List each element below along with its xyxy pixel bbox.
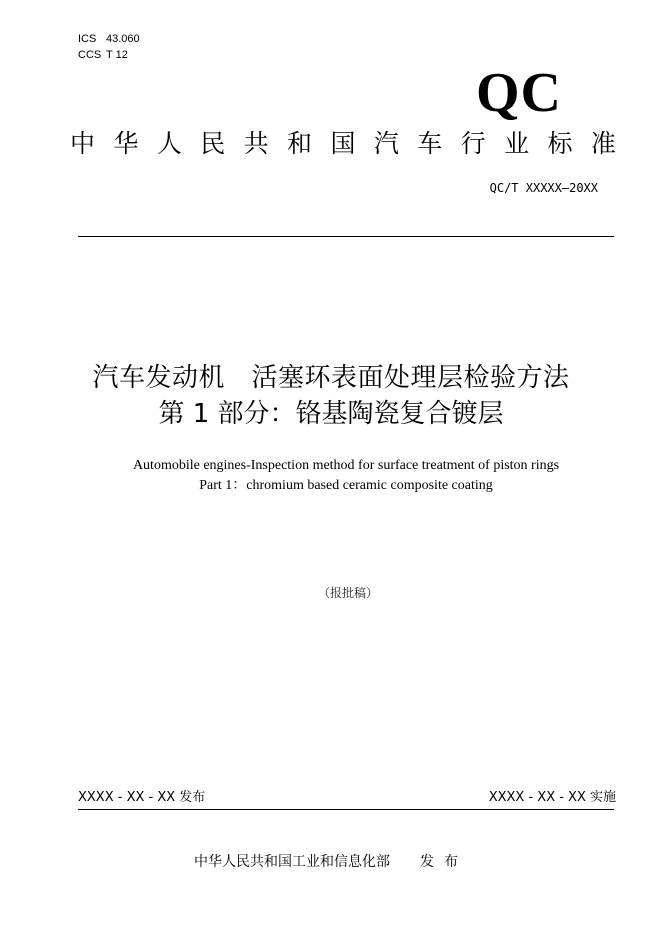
standard-name-char: 行 — [460, 129, 486, 158]
english-title-line-1: Automobile engines-Inspection method for surface treatment of piston rings — [132, 458, 560, 473]
ccs-code: T 12 — [106, 49, 128, 61]
ics-code: 43.060 — [106, 33, 140, 45]
standard-name-char: 标 — [547, 129, 573, 158]
standard-name-char: 和 — [287, 129, 313, 158]
standard-name-char: 汽 — [373, 129, 399, 158]
classification-codes — [78, 31, 140, 63]
standard-category-name — [70, 127, 616, 161]
publisher-action: 发布 — [420, 854, 468, 870]
standard-name-char: 中 — [70, 129, 96, 158]
standard-name-char: 车 — [417, 129, 443, 158]
standard-name-char: 共 — [243, 129, 269, 158]
english-title-line-2: Part 1：chromium based ceramic composite coating — [199, 478, 493, 493]
header-divider — [78, 236, 614, 237]
draft-status: （报批稿） — [317, 586, 378, 600]
ics-label: ICS — [78, 33, 97, 45]
chinese-title — [0, 360, 662, 432]
english-title — [0, 456, 662, 496]
qc-logo: QC — [476, 62, 562, 124]
standard-name-char: 民 — [200, 129, 226, 158]
standard-name-char: 准 — [590, 129, 616, 158]
publisher — [0, 852, 662, 872]
issue-date: XXXX - XX - XX 发布 — [78, 790, 206, 805]
chinese-title-line-1: 汽车发动机 活塞环表面处理层检验方法 — [92, 363, 570, 393]
standard-name-char: 华 — [113, 129, 139, 158]
footer-divider — [78, 809, 614, 810]
standard-name-char: 业 — [504, 129, 530, 158]
ics-row — [78, 31, 140, 47]
publisher-name: 中华人民共和国工业和信息化部 — [194, 854, 390, 870]
ccs-row — [78, 47, 140, 63]
standard-name-char: 人 — [156, 129, 182, 158]
ccs-label: CCS — [78, 49, 102, 61]
chinese-title-line-2: 第 1 部分：铬基陶瓷复合镀层 — [158, 399, 504, 429]
standard-number: QC/T XXXXX—20XX — [489, 181, 598, 195]
implementation-date: XXXX - XX - XX 实施 — [488, 790, 616, 805]
standard-name-char: 国 — [330, 129, 356, 158]
